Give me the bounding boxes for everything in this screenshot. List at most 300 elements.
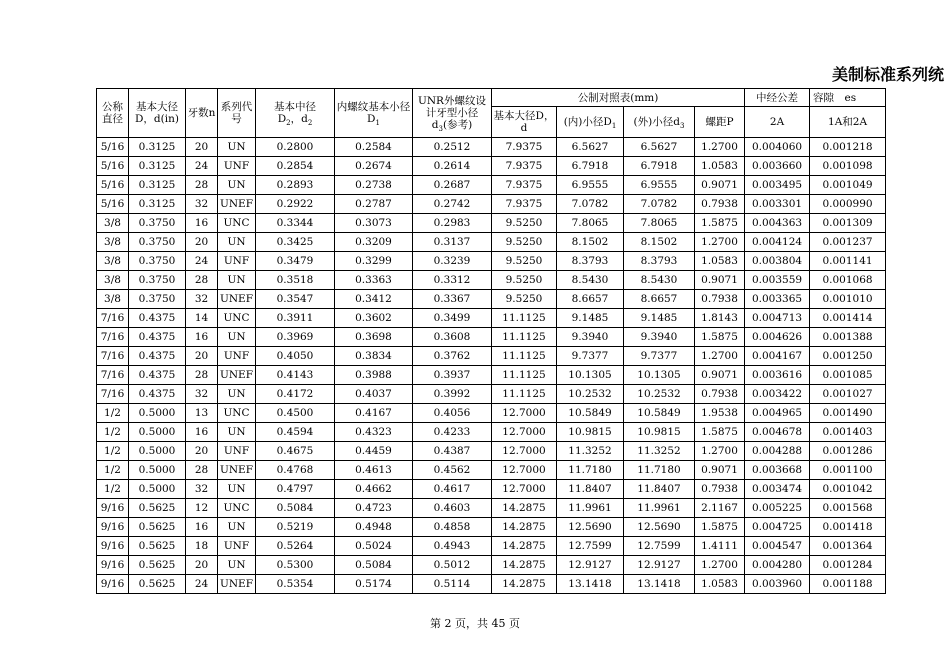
table-cell: 13.1418	[557, 575, 624, 594]
table-cell: 12.7000	[492, 480, 557, 499]
table-cell: 0.2512	[413, 138, 492, 157]
table-cell: 0.004626	[745, 328, 810, 347]
table-row	[97, 214, 886, 233]
table-cell: 12.7000	[492, 442, 557, 461]
thread-spec-table	[96, 88, 886, 594]
table-cell: 8.5430	[624, 271, 695, 290]
table-cell: 0.3137	[413, 233, 492, 252]
table-cell: 0.3937	[413, 366, 492, 385]
table-cell: 14.2875	[492, 518, 557, 537]
table-cell: 5/16	[97, 176, 129, 195]
table-cell: 0.4233	[413, 423, 492, 442]
table-cell: 7.8065	[624, 214, 695, 233]
table-cell: 0.3125	[129, 138, 186, 157]
table-cell: 0.3125	[129, 157, 186, 176]
table-cell: 0.003668	[745, 461, 810, 480]
table-cell: 0.5084	[256, 499, 335, 518]
table-cell: 0.3547	[256, 290, 335, 309]
table-cell: 7.0782	[557, 195, 624, 214]
table-cell: UN	[218, 423, 256, 442]
table-cell: 0.4459	[335, 442, 413, 461]
table-cell: 18	[186, 537, 218, 556]
table-cell: UNEF	[218, 366, 256, 385]
table-cell: 0.7938	[695, 195, 745, 214]
header-sub: 2	[307, 118, 313, 127]
table-cell: 0.5625	[129, 575, 186, 594]
table-cell: 0.001284	[810, 556, 886, 575]
table-cell: UN	[218, 271, 256, 290]
table-cell: 0.001141	[810, 252, 886, 271]
table-cell: 0.5625	[129, 499, 186, 518]
table-cell: 10.2532	[557, 385, 624, 404]
header-pitch-diameter-label: 基本中径	[274, 100, 316, 113]
table-cell: 9.5250	[492, 214, 557, 233]
table-cell: 14.2875	[492, 537, 557, 556]
table-cell: 9.5250	[492, 233, 557, 252]
table-cell: 0.5114	[413, 575, 492, 594]
header-unr-minor-suffix: (参考)	[443, 118, 473, 131]
table-cell: 0.003804	[745, 252, 810, 271]
table-cell: 0.5300	[256, 556, 335, 575]
table-cell: 0.9071	[695, 461, 745, 480]
table-cell: 7/16	[97, 309, 129, 328]
header-pitch-diameter-sym2: ，d	[290, 112, 308, 125]
table-cell: 0.4143	[256, 366, 335, 385]
table-cell: 0.001098	[810, 157, 886, 176]
table-cell: UN	[218, 138, 256, 157]
table-cell: 2.1167	[695, 499, 745, 518]
table-cell: 0.5625	[129, 537, 186, 556]
table-cell: 0.4172	[256, 385, 335, 404]
table-cell: 0.5000	[129, 404, 186, 423]
table-cell: 13.1418	[624, 575, 695, 594]
table-cell: 1/2	[97, 480, 129, 499]
table-cell: 9.5250	[492, 271, 557, 290]
table-cell: 5/16	[97, 195, 129, 214]
table-cell: 0.3479	[256, 252, 335, 271]
table-row	[97, 309, 886, 328]
table-cell: 1/2	[97, 423, 129, 442]
table-cell: UNEF	[218, 290, 256, 309]
table-cell: 0.2800	[256, 138, 335, 157]
table-cell: 0.3363	[335, 271, 413, 290]
table-cell: 9/16	[97, 556, 129, 575]
table-cell: 0.001027	[810, 385, 886, 404]
table-cell: 11.1125	[492, 347, 557, 366]
header-pitch-diameter	[256, 89, 335, 138]
table-cell: 3/8	[97, 233, 129, 252]
table-cell: 0.3209	[335, 233, 413, 252]
table-cell: 7.9375	[492, 138, 557, 157]
table-cell: 0.2614	[413, 157, 492, 176]
table-cell: UN	[218, 518, 256, 537]
table-cell: 10.1305	[557, 366, 624, 385]
table-cell: 0.004678	[745, 423, 810, 442]
table-cell: 0.004280	[745, 556, 810, 575]
table-cell: 0.3125	[129, 176, 186, 195]
table-cell: 10.9815	[557, 423, 624, 442]
table-row	[97, 233, 886, 252]
table-cell: 3/8	[97, 214, 129, 233]
table-cell: 11.3252	[557, 442, 624, 461]
table-cell: 12	[186, 499, 218, 518]
table-cell: 0.3750	[129, 233, 186, 252]
table-cell: 0.5000	[129, 480, 186, 499]
table-row	[97, 138, 886, 157]
table-cell: 1.9538	[695, 404, 745, 423]
table-cell: UN	[218, 385, 256, 404]
table-cell: 0.4797	[256, 480, 335, 499]
table-cell: 0.000990	[810, 195, 886, 214]
table-cell: 0.5000	[129, 442, 186, 461]
table-cell: 14.2875	[492, 556, 557, 575]
table-cell: 0.4375	[129, 366, 186, 385]
table-cell: 0.3911	[256, 309, 335, 328]
table-cell: 0.3367	[413, 290, 492, 309]
table-cell: 0.004713	[745, 309, 810, 328]
table-cell: 0.001188	[810, 575, 886, 594]
header-unr-minor	[413, 89, 492, 138]
table-cell: UNEF	[218, 461, 256, 480]
table-cell: 0.001364	[810, 537, 886, 556]
table-cell: 1.2700	[695, 347, 745, 366]
table-cell: 0.4387	[413, 442, 492, 461]
table-cell: 0.3750	[129, 252, 186, 271]
page-title: 美制标准系列统	[831, 65, 944, 84]
table-cell: 0.3969	[256, 328, 335, 347]
table-row	[97, 423, 886, 442]
table-cell: 3/8	[97, 252, 129, 271]
header-sub: 1	[375, 118, 380, 127]
table-cell: 11.9961	[624, 499, 695, 518]
table-cell: 1.8143	[695, 309, 745, 328]
header-major-diameter: 基本大径D，d(in)	[129, 89, 186, 138]
header-internal-minor	[335, 89, 413, 138]
table-cell: 9/16	[97, 537, 129, 556]
table-cell: 0.4037	[335, 385, 413, 404]
table-cell: 0.4603	[413, 499, 492, 518]
table-cell: 0.004547	[745, 537, 810, 556]
table-cell: 0.3239	[413, 252, 492, 271]
table-cell: 1.5875	[695, 214, 745, 233]
table-cell: 0.001250	[810, 347, 886, 366]
table-body	[97, 138, 886, 594]
table-cell: 0.4662	[335, 480, 413, 499]
table-cell: 28	[186, 271, 218, 290]
table-cell: 20	[186, 138, 218, 157]
table-row	[97, 157, 886, 176]
table-cell: 0.3602	[335, 309, 413, 328]
table-cell: 6.9555	[557, 176, 624, 195]
table-cell: 1/2	[97, 442, 129, 461]
table-cell: 0.003660	[745, 157, 810, 176]
table-cell: 0.5219	[256, 518, 335, 537]
table-cell: 0.004363	[745, 214, 810, 233]
table-cell: 9.1485	[557, 309, 624, 328]
table-cell: 0.001286	[810, 442, 886, 461]
table-cell: 7.9375	[492, 176, 557, 195]
table-cell: 20	[186, 556, 218, 575]
table-cell: 0.4375	[129, 347, 186, 366]
table-cell: 0.5625	[129, 556, 186, 575]
table-cell: 0.3750	[129, 271, 186, 290]
table-cell: UNC	[218, 499, 256, 518]
table-cell: 0.3834	[335, 347, 413, 366]
header-unr-minor-label: UNR外螺纹设计牙型小径d	[418, 94, 486, 131]
header-metric-pitch: 螺距P	[695, 107, 745, 138]
table-cell: 0.3988	[335, 366, 413, 385]
table-cell: 32	[186, 195, 218, 214]
table-cell: 9.7377	[557, 347, 624, 366]
table-cell: 11.8407	[557, 480, 624, 499]
header-threads: 牙数n	[186, 89, 218, 138]
table-cell: 5/16	[97, 138, 129, 157]
table-cell: 7.8065	[557, 214, 624, 233]
table-row	[97, 442, 886, 461]
table-cell: 8.3793	[557, 252, 624, 271]
header-metric-group: 公制对照表(mm)	[492, 89, 745, 107]
table-cell: 9.3940	[557, 328, 624, 347]
table-cell: 8.1502	[624, 233, 695, 252]
table-cell: 6.7918	[624, 157, 695, 176]
table-cell: 20	[186, 442, 218, 461]
table-cell: 0.4375	[129, 328, 186, 347]
table-cell: 0.001418	[810, 518, 886, 537]
header-internal-minor-label: 内螺纹基本小径D	[336, 100, 411, 125]
table-cell: UN	[218, 328, 256, 347]
table-cell: 6.9555	[624, 176, 695, 195]
table-cell: 12.7000	[492, 461, 557, 480]
table-cell: 3/8	[97, 271, 129, 290]
table-cell: 1.4111	[695, 537, 745, 556]
table-cell: 12.9127	[624, 556, 695, 575]
table-cell: 0.3762	[413, 347, 492, 366]
table-cell: 0.3073	[335, 214, 413, 233]
table-row	[97, 328, 886, 347]
table-cell: UN	[218, 480, 256, 499]
table-row	[97, 480, 886, 499]
table-cell: 0.3750	[129, 214, 186, 233]
table-cell: 0.4500	[256, 404, 335, 423]
table-cell: 0.001403	[810, 423, 886, 442]
table-cell: 0.2787	[335, 195, 413, 214]
header-metric-ext-minor	[624, 107, 695, 138]
table-cell: 0.7938	[695, 290, 745, 309]
header-allowance: 容隙 es	[810, 89, 886, 107]
table-cell: 8.3793	[624, 252, 695, 271]
table-cell: 0.2738	[335, 176, 413, 195]
table-cell: UN	[218, 233, 256, 252]
table-cell: UNEF	[218, 195, 256, 214]
table-cell: 12.9127	[557, 556, 624, 575]
table-cell: 0.4723	[335, 499, 413, 518]
table-row	[97, 385, 886, 404]
table-cell: 1.0583	[695, 157, 745, 176]
table-cell: 20	[186, 347, 218, 366]
header-allowance-class: 1A和2A	[810, 107, 886, 138]
table-cell: 0.5354	[256, 575, 335, 594]
table-cell: 9/16	[97, 499, 129, 518]
table-cell: UNF	[218, 252, 256, 271]
table-cell: 10.2532	[624, 385, 695, 404]
table-cell: 0.3499	[413, 309, 492, 328]
table-cell: 12.7000	[492, 423, 557, 442]
table-cell: 6.7918	[557, 157, 624, 176]
table-cell: UNF	[218, 347, 256, 366]
table-cell: 0.7938	[695, 385, 745, 404]
table-cell: 0.001568	[810, 499, 886, 518]
header-series: 系列代号	[218, 89, 256, 138]
table-row	[97, 461, 886, 480]
table-cell: 0.001218	[810, 138, 886, 157]
table-cell: 14.2875	[492, 575, 557, 594]
table-cell: 0.5625	[129, 518, 186, 537]
table-cell: 1.2700	[695, 556, 745, 575]
table-cell: 0.4768	[256, 461, 335, 480]
table-cell: 0.2687	[413, 176, 492, 195]
table-cell: 7/16	[97, 366, 129, 385]
table-row	[97, 176, 886, 195]
table-cell: 32	[186, 480, 218, 499]
table-row	[97, 499, 886, 518]
table-cell: 9.5250	[492, 290, 557, 309]
table-cell: 0.001049	[810, 176, 886, 195]
table-cell: 28	[186, 461, 218, 480]
table-cell: 0.001414	[810, 309, 886, 328]
table-cell: 16	[186, 423, 218, 442]
table-cell: 0.004725	[745, 518, 810, 537]
table-cell: 24	[186, 157, 218, 176]
table-cell: 1.2700	[695, 138, 745, 157]
table-cell: 9.5250	[492, 252, 557, 271]
table-cell: 16	[186, 328, 218, 347]
table-cell: 0.4858	[413, 518, 492, 537]
header-metric-int-minor-label: (内)小径D	[563, 115, 612, 128]
table-cell: 0.001490	[810, 404, 886, 423]
table-cell: 0.2854	[256, 157, 335, 176]
table-cell: 0.4948	[335, 518, 413, 537]
table-cell: 9.7377	[624, 347, 695, 366]
table-cell: 10.1305	[624, 366, 695, 385]
table-cell: 0.003616	[745, 366, 810, 385]
table-cell: 20	[186, 233, 218, 252]
table-cell: UNC	[218, 404, 256, 423]
table-cell: 0.5000	[129, 423, 186, 442]
table-cell: 12.7599	[624, 537, 695, 556]
header-sub: 3	[438, 124, 443, 133]
table-cell: UNC	[218, 309, 256, 328]
table-cell: 0.3299	[335, 252, 413, 271]
table-row	[97, 290, 886, 309]
table-cell: 0.2674	[335, 157, 413, 176]
table-cell: UN	[218, 556, 256, 575]
table-cell: 0.9071	[695, 366, 745, 385]
table-cell: 12.7000	[492, 404, 557, 423]
table-cell: 0.7938	[695, 480, 745, 499]
header-pitch-diameter-sym: D	[277, 112, 287, 125]
table-row	[97, 252, 886, 271]
table-cell: 1.5875	[695, 328, 745, 347]
table-cell: 8.6657	[557, 290, 624, 309]
table-cell: 5/16	[97, 157, 129, 176]
table-cell: 11.1125	[492, 385, 557, 404]
table-cell: 0.003960	[745, 575, 810, 594]
table-cell: 1.2700	[695, 233, 745, 252]
table-cell: 6.5627	[557, 138, 624, 157]
table-cell: 0.2983	[413, 214, 492, 233]
table-cell: 0.4943	[413, 537, 492, 556]
table-cell: 0.4617	[413, 480, 492, 499]
table-cell: 12.5690	[624, 518, 695, 537]
table-cell: 0.001237	[810, 233, 886, 252]
table-cell: 0.4375	[129, 385, 186, 404]
table-cell: 0.3698	[335, 328, 413, 347]
table-cell: 28	[186, 366, 218, 385]
table-cell: 8.5430	[557, 271, 624, 290]
table-cell: 10.5849	[557, 404, 624, 423]
table-cell: 14	[186, 309, 218, 328]
table-cell: 0.001309	[810, 214, 886, 233]
table-cell: UNF	[218, 157, 256, 176]
table-cell: 10.9815	[624, 423, 695, 442]
table-cell: 0.3344	[256, 214, 335, 233]
table-row	[97, 347, 886, 366]
header-sub: 1	[611, 121, 617, 130]
table-cell: 0.005225	[745, 499, 810, 518]
table-row	[97, 195, 886, 214]
table-cell: 0.4323	[335, 423, 413, 442]
table-cell: 9/16	[97, 575, 129, 594]
header-pitch-tol: 中经公差	[745, 89, 810, 107]
table-cell: 11.1125	[492, 366, 557, 385]
table-cell: 1.2700	[695, 442, 745, 461]
table-cell: UNEF	[218, 575, 256, 594]
header-metric-ext-minor-label: (外)小径d	[633, 115, 680, 128]
table-cell: 0.3992	[413, 385, 492, 404]
table-cell: 28	[186, 176, 218, 195]
table-cell: 7/16	[97, 347, 129, 366]
table-cell: 0.3412	[335, 290, 413, 309]
table-cell: 16	[186, 214, 218, 233]
table-cell: 0.4056	[413, 404, 492, 423]
table-row	[97, 271, 886, 290]
table-cell: 0.3125	[129, 195, 186, 214]
table-row	[97, 518, 886, 537]
table-cell: 0.004167	[745, 347, 810, 366]
table-cell: 1.5875	[695, 518, 745, 537]
table-cell: 0.5000	[129, 461, 186, 480]
table-row	[97, 575, 886, 594]
table-cell: 7.9375	[492, 157, 557, 176]
table-cell: 7/16	[97, 385, 129, 404]
table-cell: 0.4594	[256, 423, 335, 442]
table-cell: 14.2875	[492, 499, 557, 518]
table-cell: UNF	[218, 537, 256, 556]
table-cell: 0.004124	[745, 233, 810, 252]
table-cell: 0.4562	[413, 461, 492, 480]
table-cell: 24	[186, 575, 218, 594]
table-cell: 11.9961	[557, 499, 624, 518]
table-cell: 0.4167	[335, 404, 413, 423]
table-cell: 0.2742	[413, 195, 492, 214]
table-cell: 0.001100	[810, 461, 886, 480]
table-cell: UNC	[218, 214, 256, 233]
table-cell: 11.1125	[492, 328, 557, 347]
table-cell: 1/2	[97, 404, 129, 423]
table-cell: 9/16	[97, 518, 129, 537]
table-cell: 0.4050	[256, 347, 335, 366]
table-cell: 0.2893	[256, 176, 335, 195]
